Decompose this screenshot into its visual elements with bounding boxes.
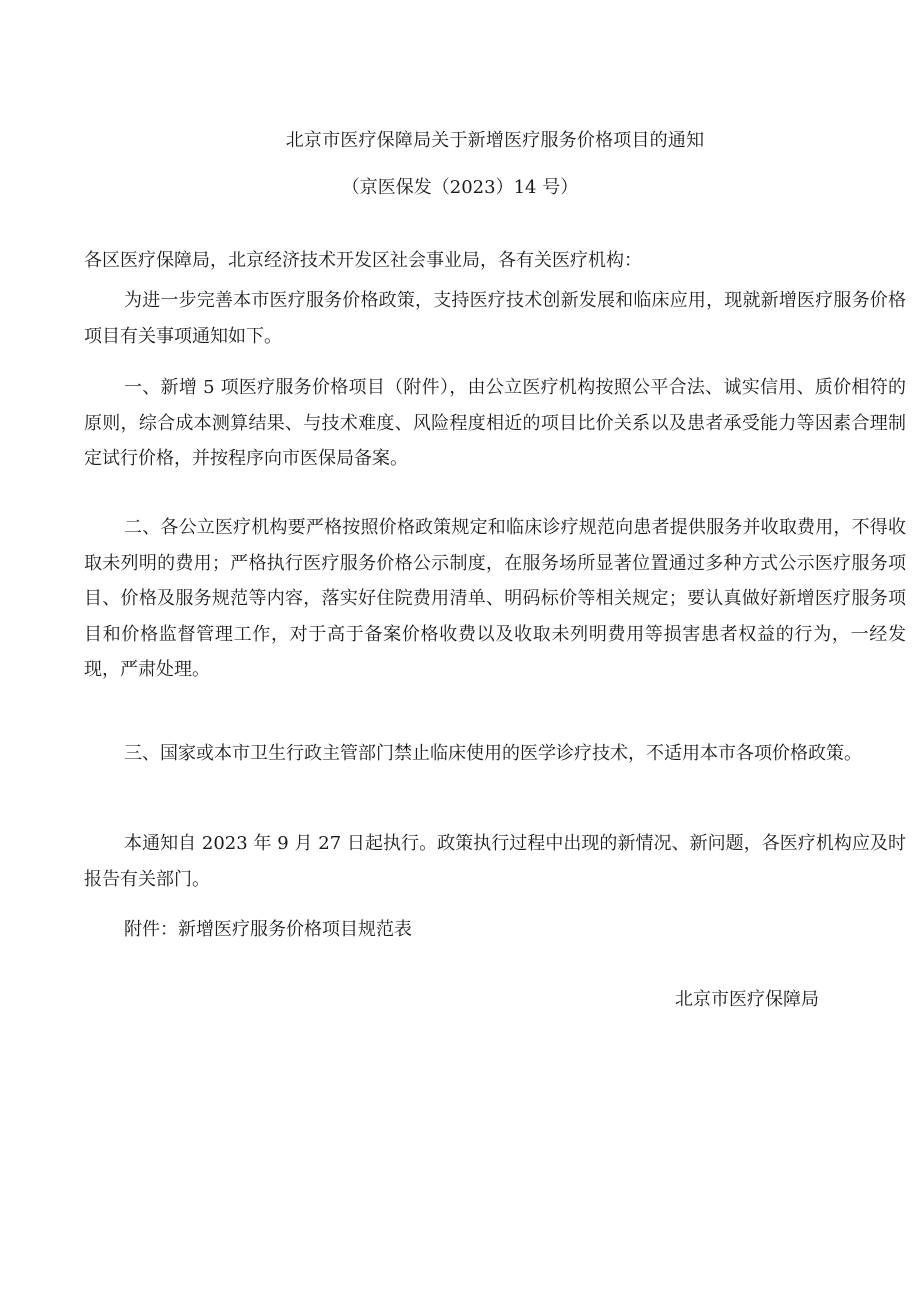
paragraph-intro: 为进一步完善本市医疗服务价格政策，支持医疗技术创新发展和临床应用，现就新增医疗服务价格项目有关事项通知如下。: [84, 290, 906, 347]
paragraph-item-3: 三、国家或本市卫生行政主管部门禁止临床使用的医学诊疗技术，不适用本市各项价格政策。: [124, 743, 862, 764]
paragraph-effective-date: 本通知自 2023 年 9 月 27 日起执行。政策执行过程中出现的新情况、新问题，各医疗机构应及时报告有关部门。: [84, 833, 906, 890]
paragraph-item-1: 一、新增 5 项医疗服务价格项目（附件），由公立医疗机构按照公平合法、诚实信用、质价相符的原则，综合成本测算结果、与技术难度、风险程度相近的项目比价关系以及患者承受能力等因素合理制定试行价格，并按程序向市医保局备案。: [84, 377, 906, 469]
document-number: （京医保发（2023）14 号）: [341, 177, 579, 198]
signature-issuer: 北京市医疗保障局: [675, 989, 819, 1010]
document-title: 北京市医疗保障局关于新增医疗服务价格项目的通知: [285, 130, 705, 151]
salutation: 各区医疗保障局，北京经济技术开发区社会事业局，各有关医疗机构：: [84, 250, 642, 271]
paragraph-item-2: 二、各公立医疗机构要严格按照价格政策规定和临床诊疗规范向患者提供服务并收取费用，不得收取未列明的费用；严格执行医疗服务价格公示制度，在服务场所显著位置通过多种方式公示医疗服务项目、价格及服务规范等内容，落实好住院费用清单、明码标价等相关规定；要认真做好新增医疗服务项目和价格监督管理工作，对于高于备案价格收费以及收取未列明费用等损害患者权益的行为，一经发现，严肃处理。: [84, 517, 906, 680]
attachment-line: 附件：新增医疗服务价格项目规范表: [124, 919, 412, 940]
